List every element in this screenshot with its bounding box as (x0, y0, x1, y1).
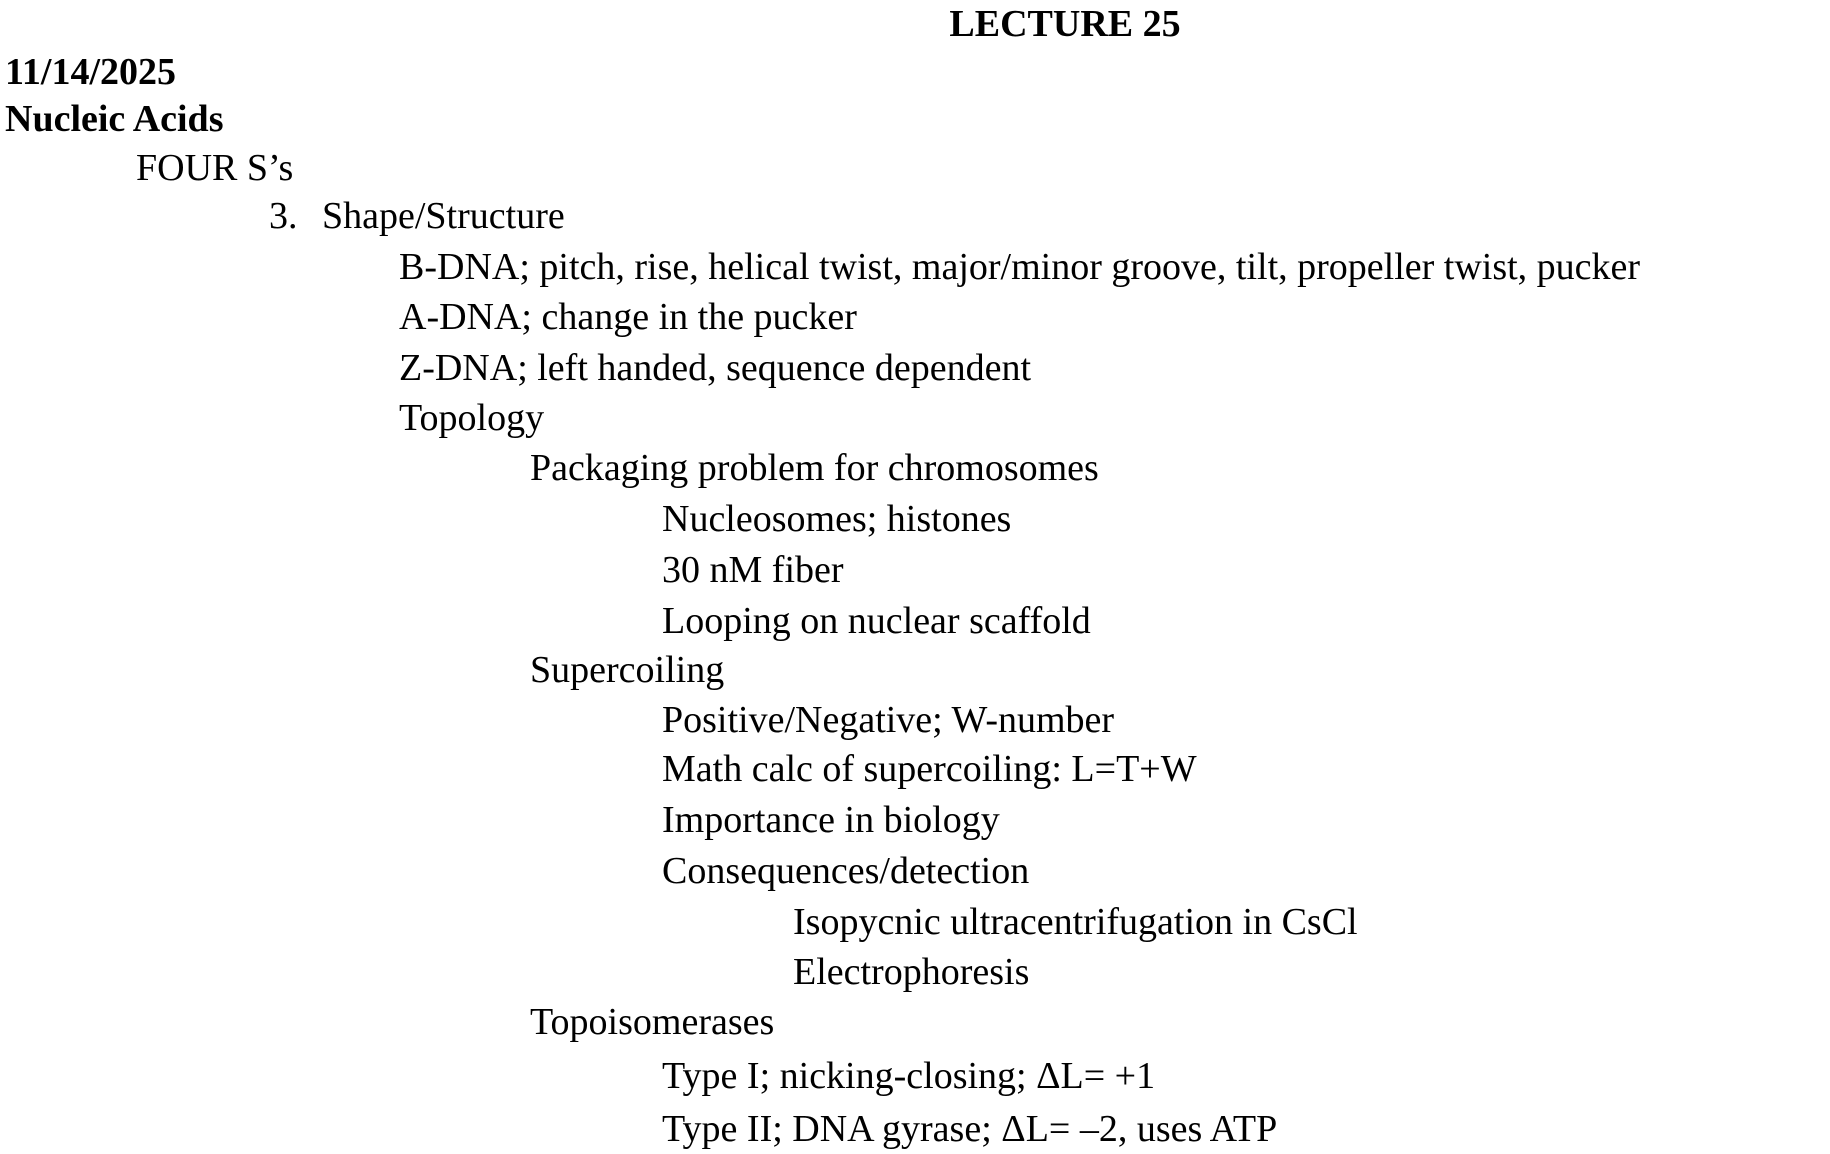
outline-item: Math calc of supercoiling: L=T+W (662, 748, 1197, 790)
outline-item-number: 3. (269, 195, 298, 237)
outline-item: Positive/Negative; W-number (662, 699, 1115, 741)
outline-item: FOUR S’s (136, 147, 294, 189)
outline-item: Topology (399, 397, 545, 439)
outline-item: Type II; DNA gyrase; ΔL= –2, uses ATP (662, 1108, 1278, 1150)
outline-item: Isopycnic ultracentrifugation in CsCl (793, 901, 1358, 943)
outline-item: Electrophoresis (793, 951, 1030, 993)
outline-item: Type I; nicking-closing; ΔL= +1 (662, 1055, 1156, 1097)
outline-item: Shape/Structure (322, 195, 565, 237)
outline-item: Consequences/detection (662, 850, 1030, 892)
outline-item: Nucleosomes; histones (662, 498, 1012, 540)
outline-item: Supercoiling (530, 649, 725, 691)
outline-item: A-DNA; change in the pucker (399, 296, 857, 338)
lecture-topic: Nucleic Acids (5, 98, 224, 140)
outline-item: Z-DNA; left handed, sequence dependent (399, 347, 1032, 389)
outline-item: B-DNA; pitch, rise, helical twist, major/minor groove, tilt, propeller twist, pucker (399, 246, 1641, 288)
outline-item: 30 nM fiber (662, 549, 844, 591)
outline-item: Topoisomerases (530, 1001, 775, 1043)
lecture-date: 11/14/2025 (5, 51, 177, 93)
outline-item: Packaging problem for chromosomes (530, 447, 1099, 489)
lecture-title: LECTURE 25 (949, 3, 1181, 45)
outline-item: Looping on nuclear scaffold (662, 600, 1091, 642)
outline-item: Importance in biology (662, 799, 1000, 841)
